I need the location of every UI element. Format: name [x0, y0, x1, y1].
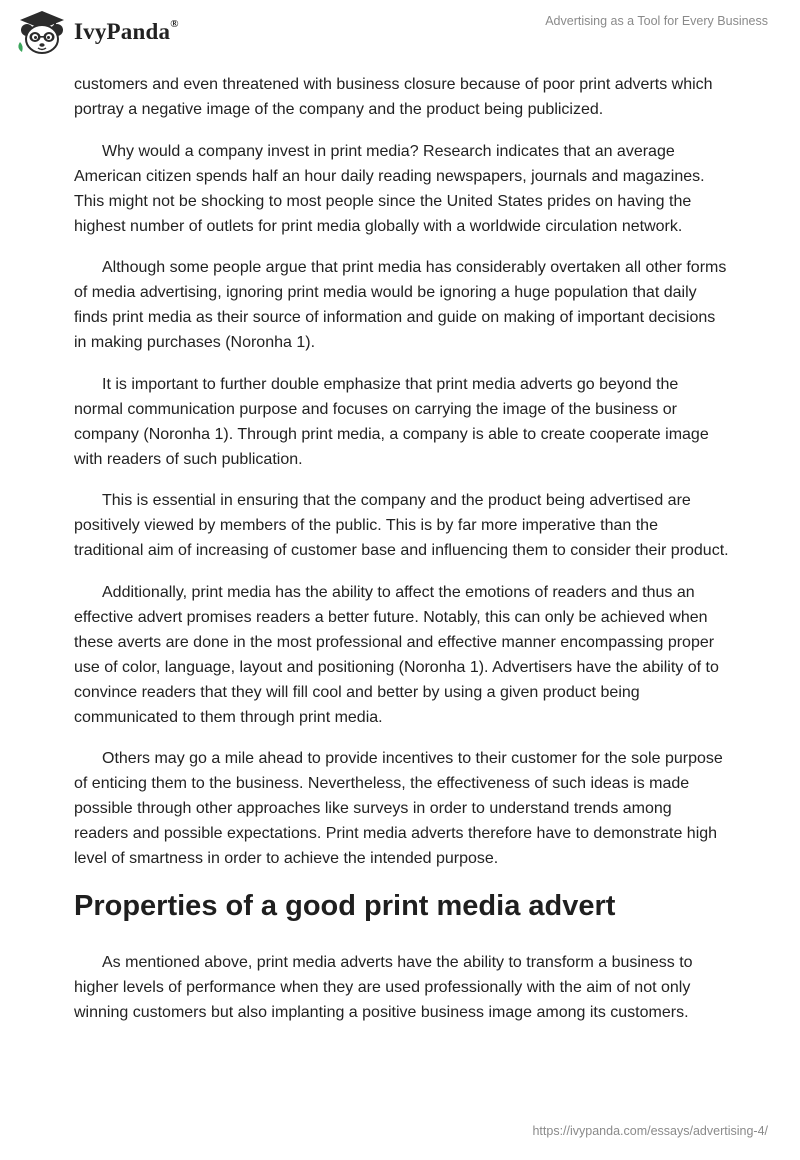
- paragraph: customers and even threatened with business closure because of poor print adverts which portray a negative image of the company and the product being publicized.: [74, 76, 713, 118]
- document-title: Advertising as a Tool for Every Business: [545, 14, 768, 28]
- essay-content: [74, 72, 730, 1042]
- paragraph: This is essential in ensuring that the company and the product being advertised are positively viewed by members of the public. This is by far more imperative than the traditional aim of increasing of customer base and influencing them to consider their product.: [74, 492, 729, 559]
- paragraph: Others may go a mile ahead to provide incentives to their customer for the sole purpose of enticing them to the business. Nevertheless, the effectiveness of such ideas is made possible through other approaches like surveys in order to understand trends among readers and possible expectations. Print media adverts therefore have to demonstrate high level of smartness in order to achieve the intended purpose.: [74, 750, 723, 867]
- panda-graduate-icon: [14, 8, 70, 56]
- paragraph: Although some people argue that print media has considerably overtaken all other forms of media advertising, ignoring print media would be ignoring a huge population that daily finds print media as their source of information and guide on making of important decisions in making purchases (Noronha 1).: [74, 259, 727, 351]
- paragraph: As mentioned above, print media adverts have the ability to transform a business to higher levels of performance when they are used professionally with the aim of not only winning customers but also implanting a positive business image among its customers.: [74, 954, 693, 1021]
- registered-mark: ®: [170, 18, 179, 31]
- paragraph: Additionally, print media has the ability to affect the emotions of readers and thus an effective advert promises readers a better future. Notably, this can only be achieved when these averts are done in the most professional and effective manner encompassing proper use of color, language, layout and positioning (Noronha 1). Advertisers have the ability of to convince readers that they will fill cool and better by using a given product being communicated to them through print media.: [74, 583, 719, 726]
- brand-name: IvyPanda®: [74, 18, 179, 44]
- section-heading: Properties of a good print media advert: [74, 890, 616, 922]
- paragraph: Why would a company invest in print media? Research indicates that an average American citizen spends half an hour daily reading newspapers, journals and magazines. This might not be shocking to most people since the United States prides on having the highest number of outlets for print media globally with a worldwide circulation network.: [74, 142, 705, 235]
- logo[interactable]: [14, 8, 179, 56]
- paragraph: It is important to further double emphasize that print media adverts go beyond the normal communication purpose and focuses on carrying the image of the business or company (Noronha 1). Through print media, a company is able to create cooperate image with readers of such publication.: [74, 375, 709, 468]
- footer-url[interactable]: https://ivypanda.com/essays/advertising-4/: [532, 1124, 768, 1138]
- page-header: [0, 0, 800, 70]
